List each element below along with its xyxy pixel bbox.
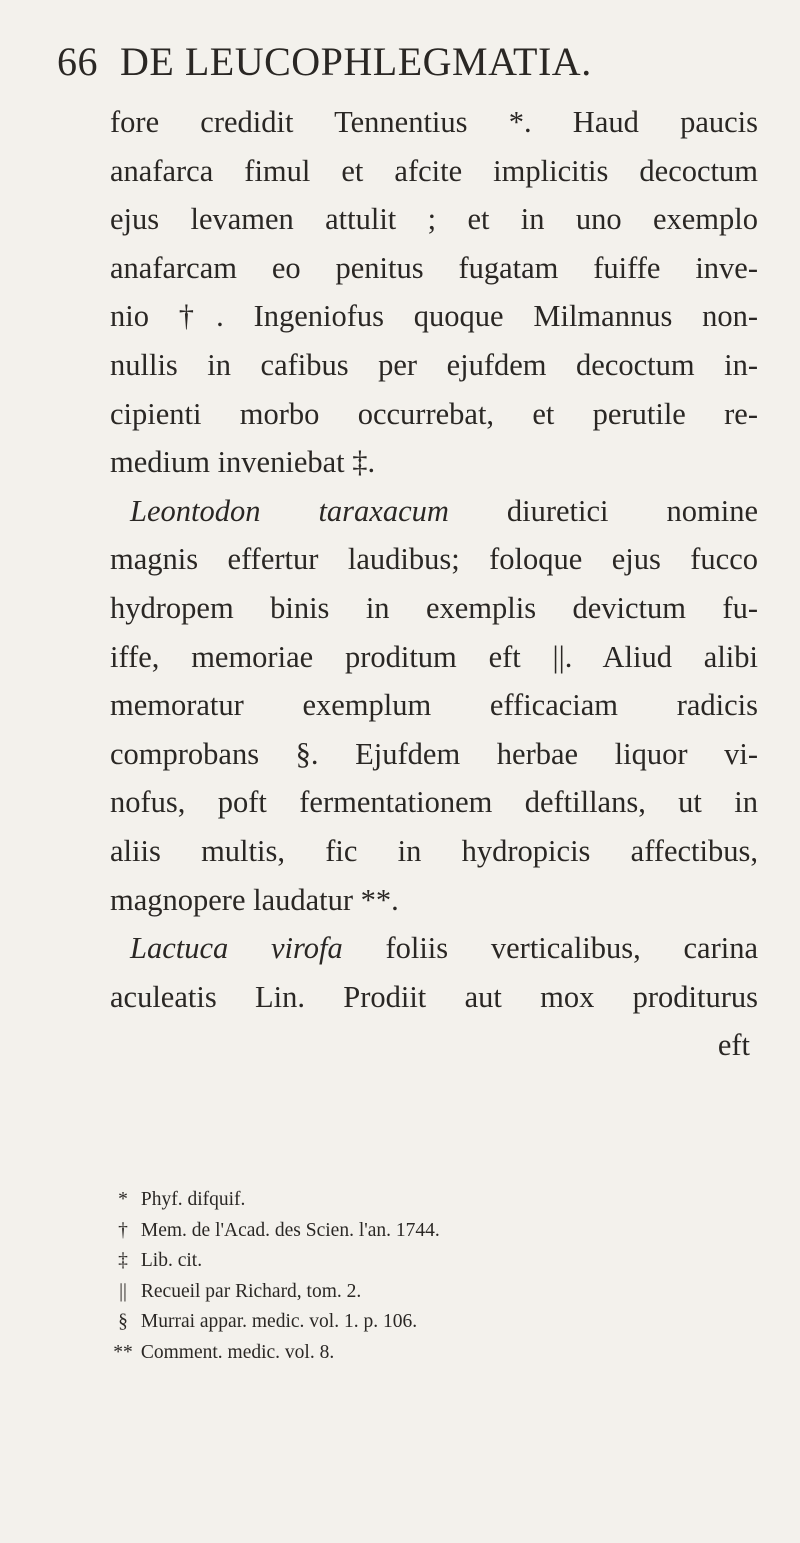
catchword: eft: [717, 1028, 750, 1063]
footnote-mark: ||: [119, 1280, 127, 1302]
footnote-text: Recueil par Richard, tom. 2.: [140, 1280, 362, 1302]
page-header: [57, 38, 747, 85]
text-line: nofus, poft fermentationem deftillans, ut in: [110, 785, 758, 820]
main-text: [110, 98, 758, 1070]
text-line: magnis effertur laudibus; foloque ejus fucco: [110, 542, 758, 577]
text-line: cipienti morbo occurrebat, et perutile re-: [110, 396, 758, 431]
footnote-mark: *: [118, 1189, 128, 1210]
text-line: comprobans §. Ejufdem herbae liquor vi-: [110, 736, 758, 771]
footnote: [110, 1185, 750, 1216]
footnote-mark: §: [118, 1311, 128, 1333]
footnote-text: Comment. medic. vol. 8.: [140, 1341, 335, 1363]
text-line: anafarcam eo penitus fugatam fuiffe inve-: [110, 250, 758, 285]
footnote-text: Lib. cit.: [140, 1250, 203, 1272]
species-name: Leontodon taraxacum: [130, 493, 449, 528]
text-line: nio †. Ingeniofus quoque Milmannus non-: [110, 299, 758, 334]
text-line: aculeatis Lin. Prodiit aut mox proditurus: [110, 979, 758, 1014]
text-line: ejus levamen attulit ; et in uno exemplo: [110, 202, 758, 237]
text-line: anafarca fimul et afcite implicitis decoctum: [110, 153, 758, 188]
footnote-mark: ‡: [118, 1250, 128, 1272]
text-fragment: diuretici nomine: [448, 493, 758, 528]
text-line: iffe, memoriae proditum eft ||. Aliud alibi: [110, 639, 758, 674]
running-title: DE LEUCOPHLEGMATIA.: [120, 39, 592, 84]
footnote-mark: †: [118, 1219, 128, 1241]
text-line: nullis in cafibus per ejufdem decoctum in-: [110, 347, 758, 382]
footnotes: [110, 1185, 750, 1369]
text-line: hydropem binis in exemplis devictum fu-: [110, 590, 758, 625]
footnote-mark: **: [113, 1341, 133, 1363]
footnote: [110, 1338, 750, 1369]
text-line: medium inveniebat ‡.: [110, 445, 376, 480]
text-line: magnopere laudatur **.: [110, 882, 399, 917]
footnote: [110, 1246, 750, 1277]
text-line: aliis multis, fic in hydropicis affectibus,: [110, 833, 758, 868]
page-number: 66: [57, 39, 98, 84]
footnote: [110, 1216, 750, 1247]
species-name: Lactuca virofa: [130, 931, 343, 966]
paragraph-lead-line: [110, 487, 758, 536]
footnote-text: Murrai appar. medic. vol. 1. p. 106.: [140, 1311, 418, 1333]
text-fragment: foliis verticalibus, carina: [342, 931, 758, 966]
paragraph-lead-line: [110, 924, 758, 973]
text-line: fore credidit Tennentius *. Haud paucis: [110, 105, 758, 139]
text-line: memoratur exemplum efficaciam radicis: [110, 688, 758, 723]
footnote: [110, 1277, 750, 1308]
footnote-text: Phyf. difquif.: [140, 1189, 246, 1210]
footnote: [110, 1307, 750, 1338]
footnote-text: Mem. de l'Acad. des Scien. l'an. 1744.: [140, 1219, 440, 1241]
